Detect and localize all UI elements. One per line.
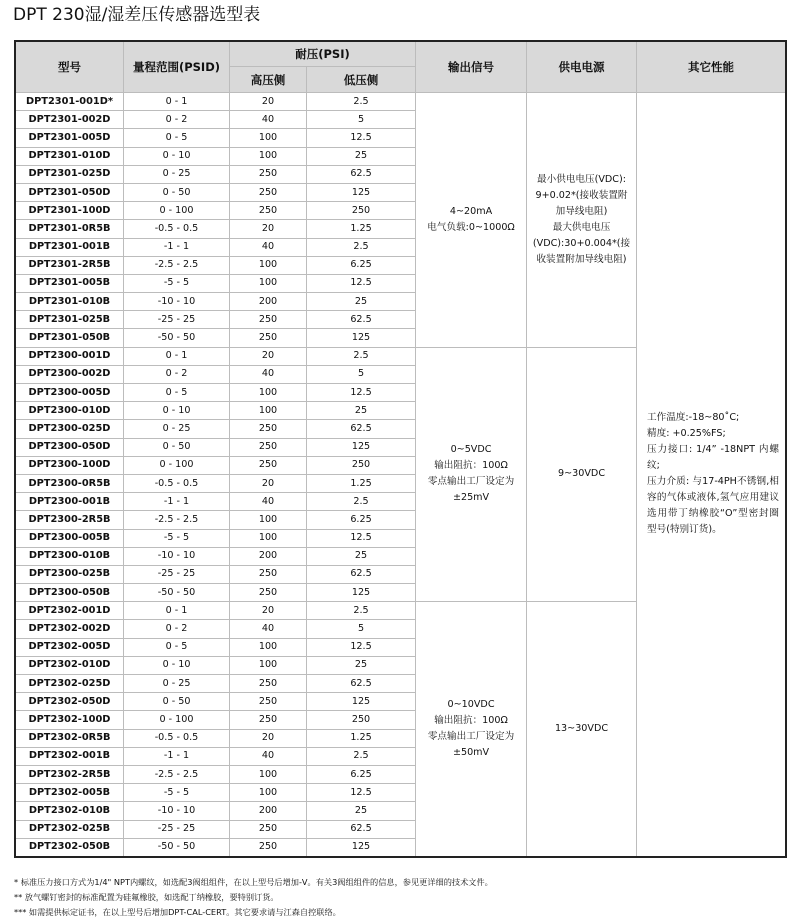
- cell-high-side: 100: [230, 402, 307, 420]
- cell-high-side: 20: [230, 474, 307, 492]
- other-spec-line: 精度: +0.25%FS;: [647, 428, 726, 440]
- cell-low-side: 125: [307, 838, 416, 856]
- cell-low-side: 62.5: [307, 420, 416, 438]
- cell-range: -25 - 25: [124, 311, 230, 329]
- cell-low-side: 12.5: [307, 129, 416, 147]
- cell-low-side: 250: [307, 202, 416, 220]
- cell-range: 0 - 5: [124, 129, 230, 147]
- cell-range: 0 - 1: [124, 602, 230, 620]
- supply-line: 9~30VDC: [558, 468, 606, 480]
- cell-model: DPT2300-002D: [16, 365, 124, 383]
- cell-model: DPT2301-100D: [16, 202, 124, 220]
- cell-range: -2.5 - 2.5: [124, 765, 230, 783]
- cell-low-side: 5: [307, 111, 416, 129]
- cell-low-side: 12.5: [307, 529, 416, 547]
- cell-high-side: 100: [230, 274, 307, 292]
- cell-low-side: 62.5: [307, 165, 416, 183]
- other-spec-line: 压力接口: 1/4” -18NPT 内螺纹;: [647, 444, 780, 472]
- cell-range: -5 - 5: [124, 784, 230, 802]
- cell-high-side: 250: [230, 165, 307, 183]
- other-spec-line: 压力介质: 与17-4PH不锈钢,相容的气体或液体,氢气应用建议选用带丁纳橡胶“O”型密封圈型号(特别订货)。: [647, 476, 780, 536]
- cell-low-side: 250: [307, 711, 416, 729]
- cell-low-side: 25: [307, 147, 416, 165]
- cell-range: -25 - 25: [124, 820, 230, 838]
- cell-range: -50 - 50: [124, 584, 230, 602]
- cell-model: DPT2301-010D: [16, 147, 124, 165]
- header-supply: 供电电源: [527, 42, 637, 93]
- header-model: 型号: [16, 42, 124, 93]
- cell-range: 0 - 25: [124, 420, 230, 438]
- cell-high-side: 100: [230, 529, 307, 547]
- cell-low-side: 62.5: [307, 675, 416, 693]
- cell-model: DPT2301-025D: [16, 165, 124, 183]
- cell-range: 0 - 10: [124, 402, 230, 420]
- cell-high-side: 20: [230, 602, 307, 620]
- cell-model: DPT2302-050B: [16, 838, 124, 856]
- cell-range: -50 - 50: [124, 329, 230, 347]
- cell-high-side: 100: [230, 256, 307, 274]
- cell-model: DPT2301-001B: [16, 238, 124, 256]
- output-line: 零点输出工厂设定为: [427, 476, 515, 488]
- cell-range: 0 - 50: [124, 693, 230, 711]
- cell-low-side: 125: [307, 183, 416, 201]
- cell-range: -2.5 - 2.5: [124, 256, 230, 274]
- cell-power-supply: [527, 93, 637, 348]
- cell-model: DPT2300-005B: [16, 529, 124, 547]
- cell-high-side: 100: [230, 784, 307, 802]
- cell-high-side: 40: [230, 365, 307, 383]
- cell-low-side: 6.25: [307, 765, 416, 783]
- cell-high-side: 100: [230, 384, 307, 402]
- cell-high-side: 100: [230, 638, 307, 656]
- footnote-1: * 标准压力接口方式为1/4" NPT内螺纹，如选配3阀组组件，在以上型号后增加-V。有关3阀组组件的信息，参见更详细的技术文件。: [14, 877, 493, 887]
- cell-low-side: 25: [307, 656, 416, 674]
- cell-model: DPT2302-001D: [16, 602, 124, 620]
- cell-low-side: 62.5: [307, 820, 416, 838]
- cell-model: DPT2302-025B: [16, 820, 124, 838]
- footnote-3: *** 如需提供标定证书，在以上型号后增加DPT-CAL-CERT。其它要求请与江森自控联络。: [14, 907, 341, 917]
- table-row: [16, 93, 786, 111]
- cell-high-side: 20: [230, 220, 307, 238]
- cell-high-side: 250: [230, 329, 307, 347]
- cell-high-side: 200: [230, 293, 307, 311]
- cell-high-side: 250: [230, 311, 307, 329]
- cell-range: 0 - 100: [124, 456, 230, 474]
- cell-high-side: 250: [230, 584, 307, 602]
- cell-high-side: 250: [230, 420, 307, 438]
- cell-low-side: 25: [307, 802, 416, 820]
- cell-high-side: 20: [230, 729, 307, 747]
- cell-range: 0 - 1: [124, 93, 230, 111]
- cell-model: DPT2300-010B: [16, 547, 124, 565]
- cell-model: DPT2301-025B: [16, 311, 124, 329]
- table-body: [16, 93, 786, 857]
- cell-model: DPT2301-0R5B: [16, 220, 124, 238]
- cell-range: 0 - 100: [124, 202, 230, 220]
- cell-low-side: 2.5: [307, 93, 416, 111]
- cell-high-side: 250: [230, 675, 307, 693]
- cell-range: 0 - 25: [124, 675, 230, 693]
- cell-range: 0 - 50: [124, 438, 230, 456]
- cell-low-side: 125: [307, 693, 416, 711]
- cell-low-side: 5: [307, 620, 416, 638]
- cell-low-side: 2.5: [307, 747, 416, 765]
- cell-model: DPT2301-005D: [16, 129, 124, 147]
- cell-range: 0 - 1: [124, 347, 230, 365]
- header-pressure-group: 耐压(PSI): [230, 42, 416, 67]
- cell-high-side: 100: [230, 656, 307, 674]
- cell-low-side: 2.5: [307, 602, 416, 620]
- cell-range: -1 - 1: [124, 747, 230, 765]
- cell-low-side: 125: [307, 438, 416, 456]
- supply-line: 最小供电电压(VDC):: [537, 173, 626, 185]
- cell-range: -0.5 - 0.5: [124, 220, 230, 238]
- cell-model: DPT2301-010B: [16, 293, 124, 311]
- cell-output-signal: [416, 347, 527, 602]
- output-line: 电气负载:0~1000Ω: [427, 221, 515, 233]
- cell-model: DPT2302-2R5B: [16, 765, 124, 783]
- output-line: 0~10VDC: [447, 699, 495, 711]
- cell-high-side: 100: [230, 765, 307, 783]
- supply-line: (VDC):30+0.004*(接: [532, 237, 631, 249]
- cell-range: 0 - 10: [124, 656, 230, 674]
- cell-high-side: 100: [230, 511, 307, 529]
- cell-range: 0 - 2: [124, 111, 230, 129]
- cell-high-side: 250: [230, 711, 307, 729]
- cell-high-side: 250: [230, 693, 307, 711]
- cell-output-signal: [416, 602, 527, 857]
- cell-low-side: 1.25: [307, 474, 416, 492]
- other-spec-line: 工作温度:-18~80˚C;: [647, 412, 740, 424]
- cell-high-side: 250: [230, 438, 307, 456]
- cell-power-supply: [527, 347, 637, 602]
- cell-high-side: 40: [230, 747, 307, 765]
- cell-high-side: 200: [230, 547, 307, 565]
- cell-low-side: 2.5: [307, 347, 416, 365]
- cell-range: 0 - 25: [124, 165, 230, 183]
- cell-high-side: 250: [230, 838, 307, 856]
- cell-range: 0 - 2: [124, 620, 230, 638]
- cell-range: -1 - 1: [124, 493, 230, 511]
- page-title: DPT 230湿/湿差压传感器选型表: [13, 5, 261, 25]
- cell-model: DPT2302-0R5B: [16, 729, 124, 747]
- supply-line: 9+0.02*(接收装置附: [535, 189, 628, 201]
- cell-low-side: 6.25: [307, 511, 416, 529]
- cell-model: DPT2300-025B: [16, 565, 124, 583]
- cell-model: DPT2301-050D: [16, 183, 124, 201]
- cell-high-side: 20: [230, 347, 307, 365]
- cell-model: DPT2302-002D: [16, 620, 124, 638]
- cell-low-side: 125: [307, 329, 416, 347]
- cell-low-side: 12.5: [307, 784, 416, 802]
- cell-model: DPT2301-2R5B: [16, 256, 124, 274]
- cell-range: 0 - 100: [124, 711, 230, 729]
- cell-low-side: 250: [307, 456, 416, 474]
- cell-low-side: 1.25: [307, 220, 416, 238]
- selection-table: [15, 41, 786, 857]
- cell-range: -10 - 10: [124, 293, 230, 311]
- cell-range: -2.5 - 2.5: [124, 511, 230, 529]
- supply-line: 收装置附加导线电阻): [536, 253, 627, 265]
- cell-model: DPT2302-005D: [16, 638, 124, 656]
- cell-low-side: 12.5: [307, 384, 416, 402]
- footnotes: [14, 875, 784, 920]
- cell-high-side: 200: [230, 802, 307, 820]
- cell-range: -25 - 25: [124, 565, 230, 583]
- cell-low-side: 12.5: [307, 274, 416, 292]
- output-line: 输出阻抗：100Ω: [434, 460, 508, 472]
- cell-other-specs: [637, 93, 786, 857]
- cell-model: DPT2301-002D: [16, 111, 124, 129]
- cell-range: -50 - 50: [124, 838, 230, 856]
- cell-model: DPT2300-0R5B: [16, 474, 124, 492]
- header-range: 量程范围(PSID): [124, 42, 230, 93]
- cell-high-side: 100: [230, 129, 307, 147]
- cell-low-side: 25: [307, 547, 416, 565]
- cell-high-side: 250: [230, 183, 307, 201]
- cell-high-side: 250: [230, 202, 307, 220]
- cell-model: DPT2301-050B: [16, 329, 124, 347]
- cell-low-side: 2.5: [307, 493, 416, 511]
- cell-model: DPT2302-025D: [16, 675, 124, 693]
- supply-line: 加导线电阻): [555, 205, 608, 217]
- cell-model: DPT2300-050B: [16, 584, 124, 602]
- cell-high-side: 250: [230, 565, 307, 583]
- cell-low-side: 6.25: [307, 256, 416, 274]
- cell-model: DPT2302-001B: [16, 747, 124, 765]
- cell-low-side: 62.5: [307, 565, 416, 583]
- cell-model: DPT2301-001D*: [16, 93, 124, 111]
- cell-model: DPT2302-005B: [16, 784, 124, 802]
- supply-line: 13~30VDC: [554, 723, 609, 735]
- output-line: ±50mV: [452, 747, 490, 759]
- cell-range: 0 - 5: [124, 638, 230, 656]
- header-other: 其它性能: [637, 42, 786, 93]
- cell-range: 0 - 2: [124, 365, 230, 383]
- cell-high-side: 40: [230, 238, 307, 256]
- output-line: 0~5VDC: [450, 444, 492, 456]
- cell-high-side: 250: [230, 820, 307, 838]
- cell-low-side: 125: [307, 584, 416, 602]
- cell-model: DPT2300-001D: [16, 347, 124, 365]
- cell-low-side: 25: [307, 293, 416, 311]
- cell-range: 0 - 5: [124, 384, 230, 402]
- cell-low-side: 25: [307, 402, 416, 420]
- cell-low-side: 1.25: [307, 729, 416, 747]
- cell-high-side: 40: [230, 111, 307, 129]
- output-line: ±25mV: [452, 492, 490, 504]
- cell-output-signal: [416, 93, 527, 348]
- cell-range: -5 - 5: [124, 529, 230, 547]
- output-line: 输出阻抗：100Ω: [434, 715, 508, 727]
- cell-range: -10 - 10: [124, 802, 230, 820]
- header-low-side: 低压侧: [307, 67, 416, 93]
- cell-model: DPT2302-100D: [16, 711, 124, 729]
- cell-model: DPT2302-010D: [16, 656, 124, 674]
- header-high-side: 高压侧: [230, 67, 307, 93]
- cell-range: -0.5 - 0.5: [124, 474, 230, 492]
- cell-low-side: 2.5: [307, 238, 416, 256]
- cell-low-side: 12.5: [307, 638, 416, 656]
- cell-low-side: 62.5: [307, 311, 416, 329]
- cell-model: DPT2300-100D: [16, 456, 124, 474]
- cell-high-side: 40: [230, 493, 307, 511]
- cell-range: -5 - 5: [124, 274, 230, 292]
- output-line: 4~20mA: [449, 205, 493, 217]
- cell-high-side: 250: [230, 456, 307, 474]
- cell-low-side: 5: [307, 365, 416, 383]
- output-line: 零点输出工厂设定为: [427, 731, 515, 743]
- cell-model: DPT2302-050D: [16, 693, 124, 711]
- cell-range: -1 - 1: [124, 238, 230, 256]
- cell-range: -10 - 10: [124, 547, 230, 565]
- cell-model: DPT2302-010B: [16, 802, 124, 820]
- cell-model: DPT2300-001B: [16, 493, 124, 511]
- cell-range: 0 - 50: [124, 183, 230, 201]
- cell-range: -0.5 - 0.5: [124, 729, 230, 747]
- footnote-2: ** 放气螺钉密封的标准配置为硅氟橡胶，如选配丁纳橡胶，要特别订货。: [14, 892, 279, 902]
- cell-model: DPT2300-005D: [16, 384, 124, 402]
- cell-range: 0 - 10: [124, 147, 230, 165]
- cell-high-side: 40: [230, 620, 307, 638]
- cell-high-side: 100: [230, 147, 307, 165]
- cell-power-supply: [527, 602, 637, 857]
- cell-high-side: 20: [230, 93, 307, 111]
- cell-model: DPT2300-025D: [16, 420, 124, 438]
- cell-model: DPT2301-005B: [16, 274, 124, 292]
- cell-model: DPT2300-010D: [16, 402, 124, 420]
- cell-model: DPT2300-2R5B: [16, 511, 124, 529]
- header-output: 输出信号: [416, 42, 527, 93]
- supply-line: 最大供电电压: [552, 221, 611, 233]
- cell-model: DPT2300-050D: [16, 438, 124, 456]
